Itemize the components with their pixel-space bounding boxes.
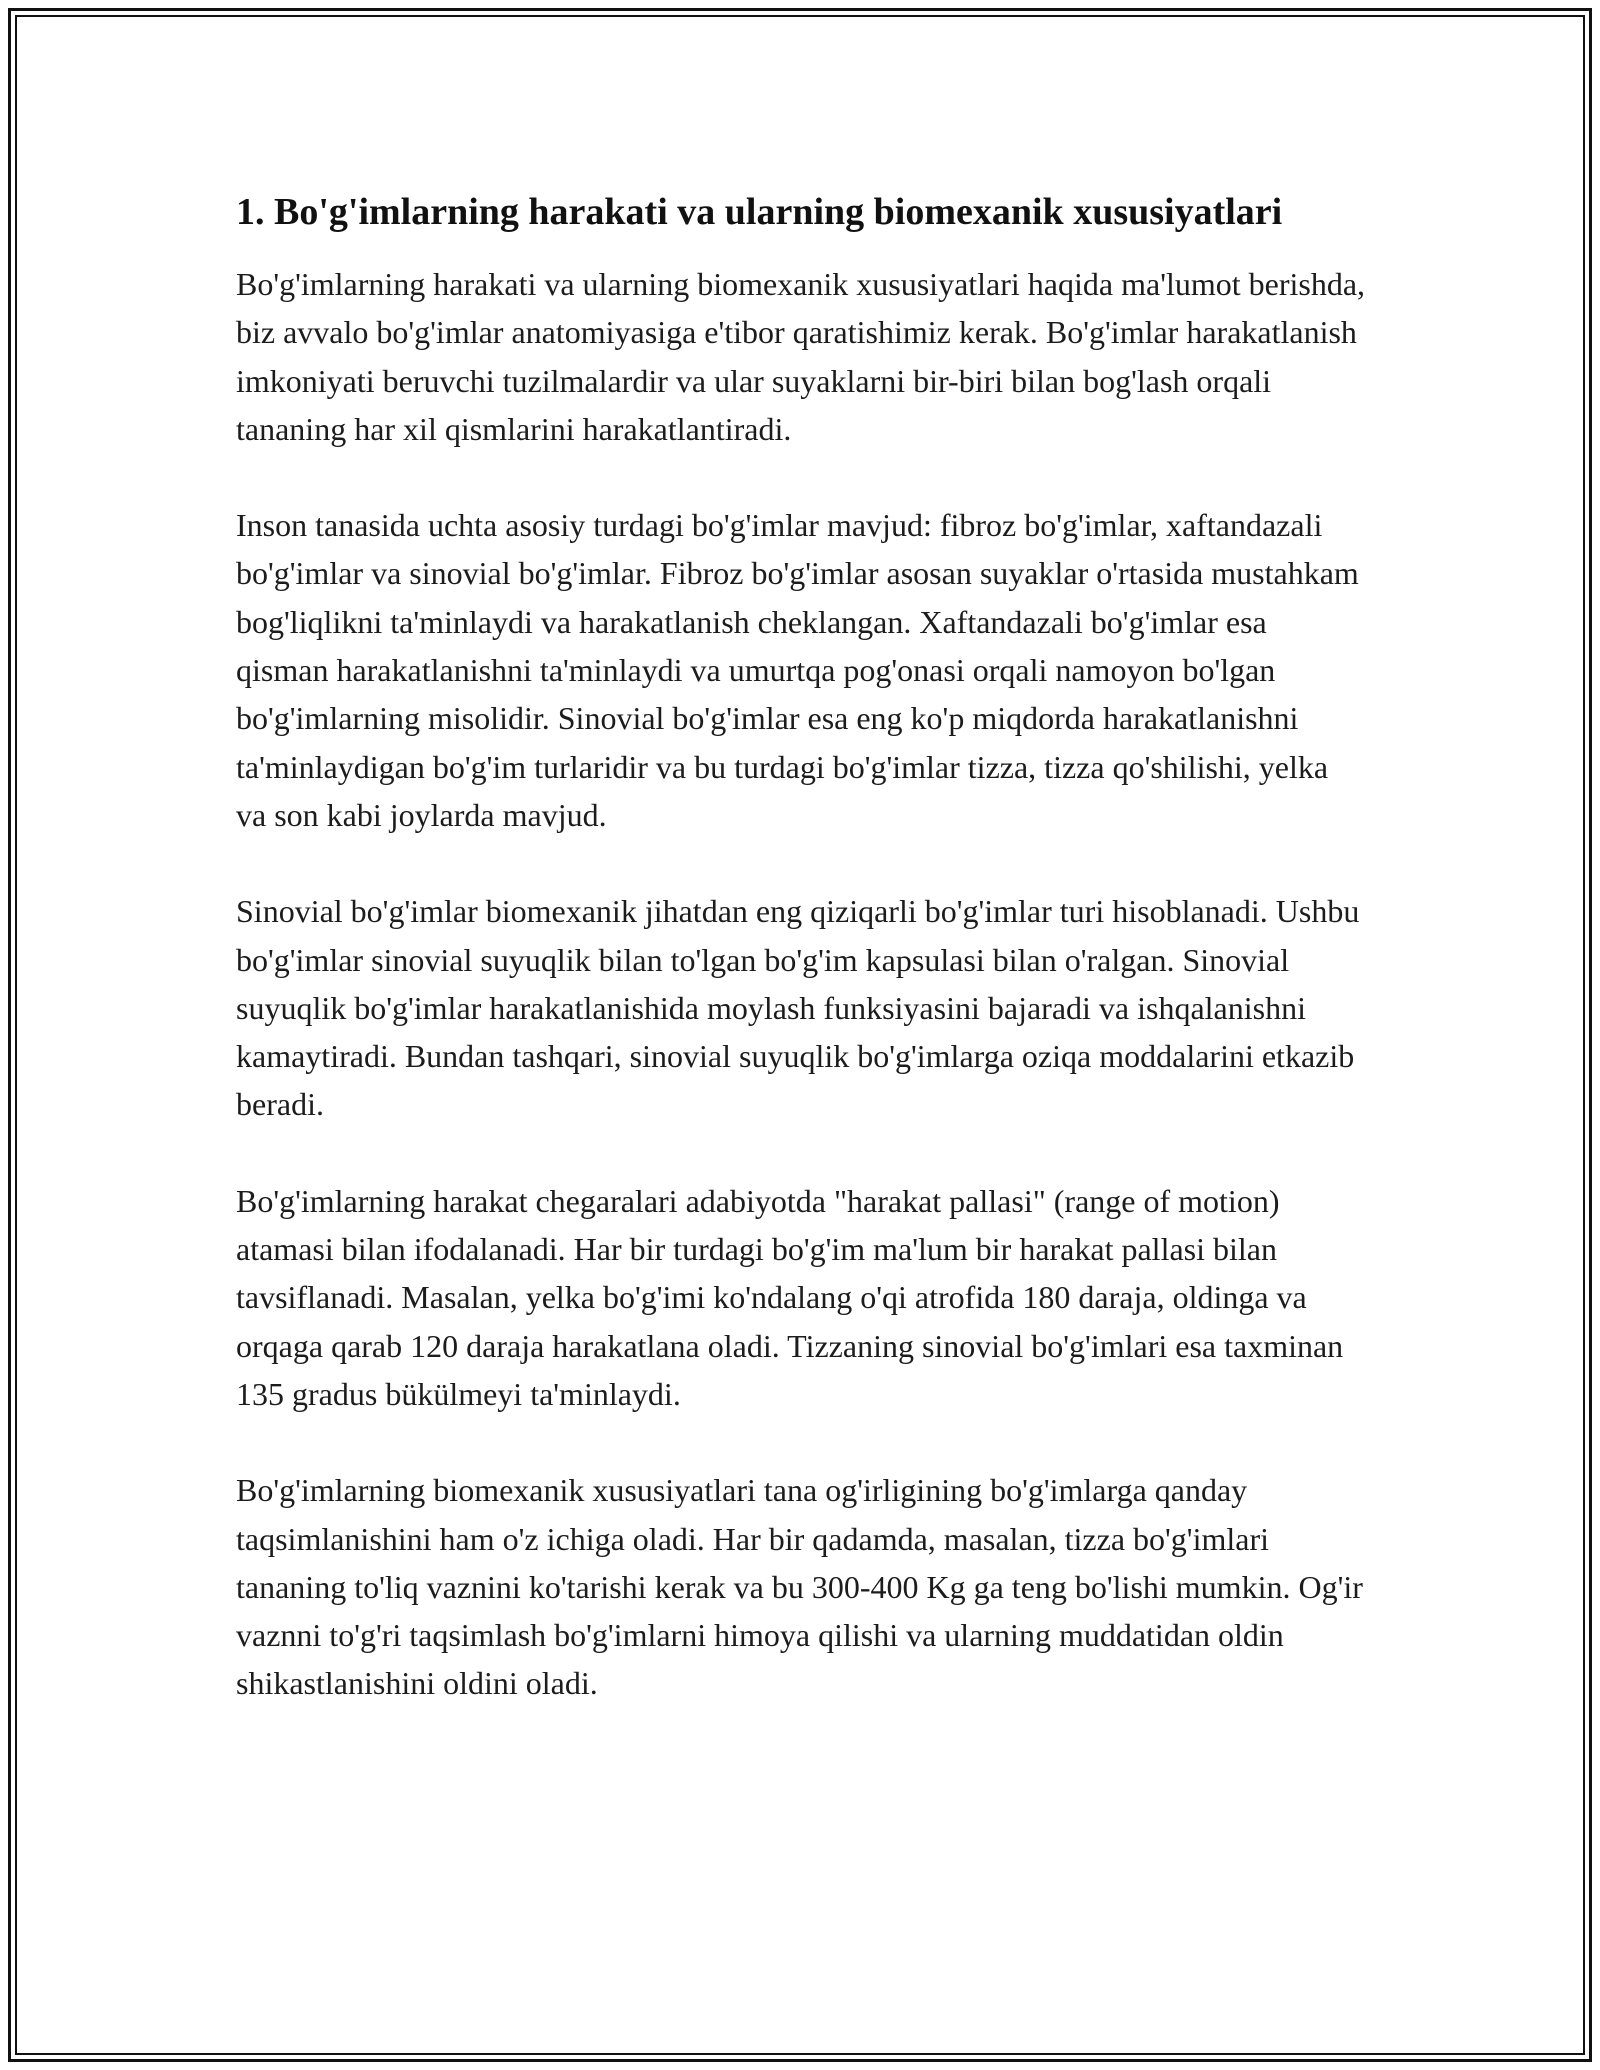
paragraph-range-of-motion: Bo'g'imlarning harakat chegaralari adabiyotda "harakat pallasi" (range of motion) atamasi bilan ifodalanadi. Har bir turdagi bo'g'im ma'lum bir harakat pallasi bilan tavsiflanadi. Masalan, yelka bo'g'imi ko'ndalang o'qi atrofida 180 daraja, oldinga va orqaga qarab 120 daraja harakatlana oladi. Tizzaning sinovial bo'g'imlari esa taxminan 135 gradus bükülmeyi ta'minlaydi. (236, 1182, 1344, 1412)
section-heading: 1. Bo'g'imlarning harakati va ularning biomexanik xususiyatlari (236, 191, 1283, 233)
paragraph-weight-distribution: Bo'g'imlarning biomexanik xususiyatlari tana og'irligining bo'g'imlarga qanday taqsimlanishini ham o'z ichiga oladi. Har bir qadamda, masalan, tizza bo'g'imlari tananing to'liq vaznini ko'tarishi kerak va bu 300-400 Kg ga teng bo'lishi mumkin. Og'ir vaznni to'g'ri taqsimlash bo'g'imlarni himoya qilishi va ularning muddatidan oldin shikastlanishini oldini oladi. (236, 1472, 1363, 1702)
paragraph-joint-anatomy: Bo'g'imlarning harakati va ularning biomexanik xususiyatlari haqida ma'lumot berishda, biz avvalo bo'g'imlar anatomiyasiga e'tibor qaratishimiz kerak. Bo'g'imlar harakatlanish imkoniyati beruvchi tuzilmalardir va ular suyaklarni bir-biri bilan bog'lash orqali tananing har xil qismlarini harakatlantiradi. (236, 266, 1366, 447)
paragraph-synovial-joints: Sinovial bo'g'imlar biomexanik jihatdan eng qiziqarli bo'g'imlar turi hisoblanadi. Ushbu bo'g'imlar sinovial suyuqlik bilan to'lgan bo'g'im kapsulasi bilan o'ralgan. Sinovial suyuqlik bo'g'imlar harakatlanishida moylash funksiyasini bajaradi va ishqalanishni kamaytiradi. Bundan tashqari, sinovial suyuqlik bo'g'imlarga oziqa moddalarini etkazib beradi. (236, 893, 1360, 1123)
paragraph-joint-types: Inson tanasida uchta asosiy turdagi bo'g'imlar mavjud: fibroz bo'g'imlar, xaftandazali bo'g'imlar va sinovial bo'g'imlar. Fibroz bo'g'imlar asosan suyaklar o'rtasida mustahkam bog'liqlikni ta'minlaydi va harakatlanish cheklangan. Xaftandazali bo'g'imlar esa qisman harakatlanishni ta'minlaydi va umurtqa pog'onasi orqali namoyon bo'lgan bo'g'imlarning misolidir. Sinovial bo'g'imlar esa eng ko'p miqdorda harakatlanishni ta'minlaydigan bo'g'im turlaridir va bu turdagi bo'g'imlar tizza, tizza qo'shilishi, yelka va son kabi joylarda mavjud. (236, 507, 1359, 833)
document-body (236, 185, 1366, 1756)
